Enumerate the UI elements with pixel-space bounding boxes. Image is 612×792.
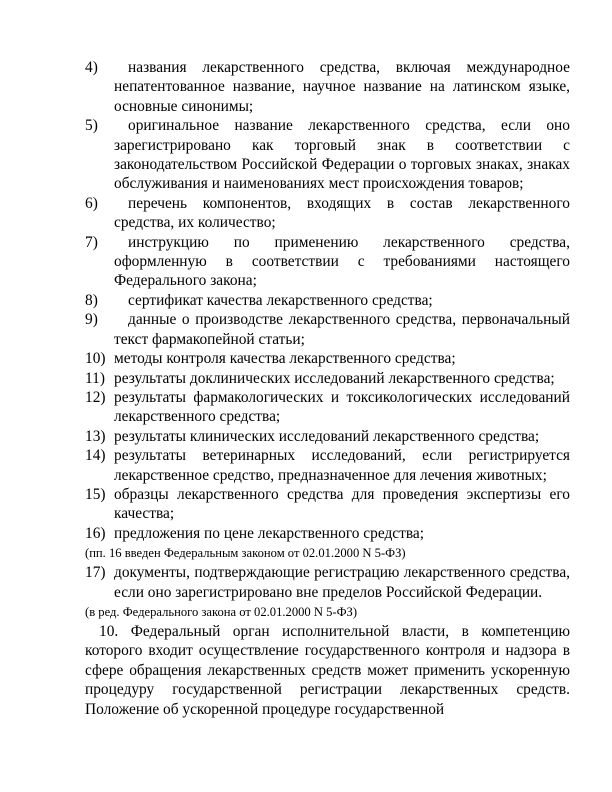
list-item-12 [85,388,570,427]
item-number: 8) [85,291,98,309]
item-number: 6) [85,194,98,212]
amendment-note-16: (пп. 16 введен Федеральным законом от 02.01.2000 N 5-ФЗ) [85,546,406,561]
item-text: перечень компонентов, входящих в состав лекарственного средства, их количество; [114,194,570,232]
item-text: результаты клинических исследований лекарственного средства; [114,427,540,445]
list-item-11 [85,369,570,388]
document-content [85,58,570,719]
item-number: 17) [85,564,106,582]
list-item-13 [85,427,570,446]
item-number: 13) [85,427,106,445]
item-text: документы, подтверждающие регистрацию лекарственного средства, если оно зарегистрировано вне пределов Российской Федерации. [114,564,570,601]
list-item-8 [85,291,570,310]
item-text: сертификат качества лекарственного средства; [128,291,433,309]
item-text: методы контроля качества лекарственного средства; [114,350,456,368]
item-number: 12) [85,388,106,406]
item-text: названия лекарственного средства, включая международное непатентованное название, научное название на латинском языке, основные синонимы; [114,59,570,115]
list-item-7 [85,233,570,291]
amendment-note-17: (в ред. Федерального закона от 02.01.2000 N 5-ФЗ) [85,604,358,619]
item-number: 11) [85,369,105,387]
list-item-14 [85,446,570,485]
item-text: образцы лекарственного средства для проведения экспертизы его качества; [114,485,570,523]
item-text: результаты фармакологических и токсикологических исследований лекарственного средства; [114,388,570,426]
item-number: 14) [85,447,106,465]
list-item-15 [85,485,570,524]
list-item-9 [85,310,570,349]
list-item-17 [85,563,570,602]
list-item-6 [85,194,570,233]
item-text: результаты ветеринарных исследований, если регистрируется лекарственное средство, предназначенное для лечения животных; [114,447,570,484]
item-number: 10) [85,350,106,368]
item-text: данные о производстве лекарственного средства, первоначальный текст фармакопейной статьи; [114,311,570,348]
item-text: инструкцию по применению лекарственного средства, оформленную в соответствии с требованиями настоящего Федерального закона; [114,233,570,290]
item-text: результаты доклинических исследований лекарственного средства; [114,369,555,387]
list-item-4 [85,58,570,116]
item-number: 9) [85,311,98,329]
list-item-10 [85,349,570,368]
item-number: 16) [85,524,106,542]
item-number: 5) [85,117,98,135]
list-item-5 [85,116,570,194]
item-number: 4) [85,59,98,76]
item-text: оригинальное название лекарственного средства, если оно зарегистрировано как торговый знак в соответствии с законодательством Российской Федерации о торговых знаках, знаках обслуживания и наименованиях мест происхождения товаров; [114,117,570,193]
item-number: 15) [85,485,106,503]
paragraph-10: 10. Федеральный орган исполнительной власти, в компетенцию которого входит осуществление государственного контроля и надзора в сфере обращения лекарственных средств может применить ускоренную процедуру государственной регистрации лекарственных средств. Положение об ускоренной процедуре государственной [85,622,570,718]
item-text: предложения по цене лекарственного средства; [114,524,425,542]
item-number: 7) [85,233,98,251]
list-item-16 [85,524,570,543]
